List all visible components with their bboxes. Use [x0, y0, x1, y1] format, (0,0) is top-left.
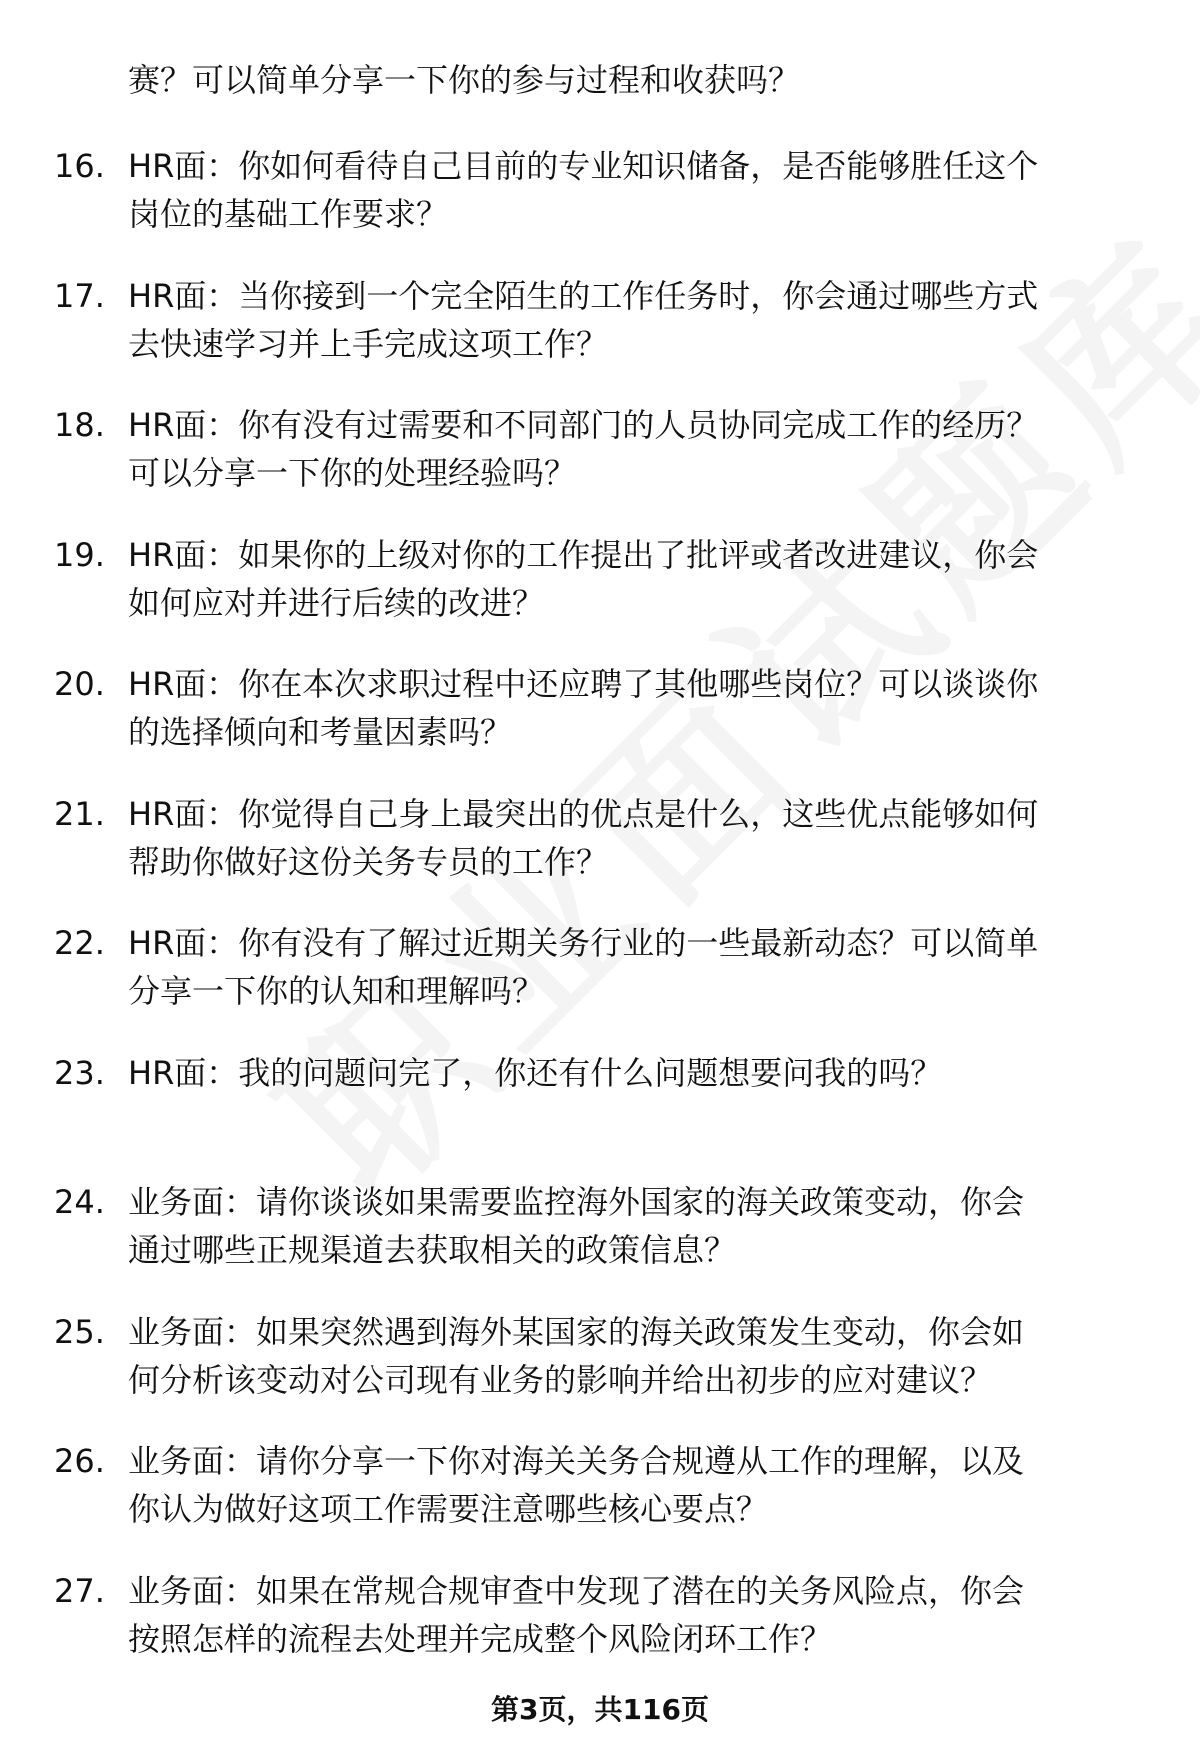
question-item — [0, 1049, 1200, 1179]
question-item — [0, 660, 1200, 790]
question-line: 业务面：请你谈谈如果需要监控海外国家的海关政策变动，你会 — [128, 1183, 1025, 1221]
question-number: 25. — [54, 1312, 105, 1351]
question-line: HR面：我的问题问完了，你还有什么问题想要问我的吗？ — [128, 1053, 943, 1092]
question-number: 19. — [54, 535, 105, 574]
question-text — [128, 1308, 1158, 1404]
question-item — [0, 272, 1200, 402]
question-number: 26. — [54, 1442, 105, 1480]
question-item — [0, 1308, 1200, 1438]
question-item — [0, 1567, 1200, 1697]
question-line: 何分析该变动对公司现有业务的影响并给出初步的应对建议？ — [128, 1360, 993, 1399]
question-line: HR面：如果你的上级对你的工作提出了批评或者改进建议，你会 — [128, 535, 1039, 574]
question-number: 27. — [54, 1571, 105, 1610]
question-line: 如何应对并进行后续的改进？ — [128, 583, 545, 622]
question-line: 按照怎样的流程去处理并完成整个风险闭环工作？ — [128, 1619, 833, 1658]
question-text — [128, 790, 1158, 886]
question-list — [0, 142, 1200, 1696]
question-line: 业务面：请你分享一下你对海关关务合规遵从工作的理解，以及 — [128, 1442, 1025, 1480]
question-item — [0, 1178, 1200, 1308]
continuation-line: 赛？可以简单分享一下你的参与过程和收获吗？ — [128, 61, 801, 99]
question-number: 21. — [54, 794, 105, 833]
question-text — [128, 1437, 1158, 1533]
question-item — [0, 401, 1200, 531]
question-text — [128, 272, 1158, 368]
question-line: 业务面：如果在常规合规审查中发现了潜在的关务风险点，你会 — [128, 1571, 1025, 1610]
question-text — [128, 1178, 1158, 1274]
question-number: 16. — [54, 147, 105, 185]
question-line: 业务面：如果突然遇到海外某国家的海关政策发生变动，你会如 — [128, 1312, 1025, 1351]
question-text — [128, 1049, 1158, 1097]
question-text — [128, 142, 1158, 238]
page-footer: 第3页，共116页 — [491, 1693, 709, 1726]
question-item — [0, 1437, 1200, 1567]
question-text — [128, 531, 1158, 627]
question-line: 可以分享一下你的处理经验吗？ — [128, 454, 577, 492]
question-line: HR面：你如何看待自己目前的专业知识储备，是否能够胜任这个 — [128, 147, 1039, 185]
question-line: 岗位的基础工作要求？ — [128, 195, 449, 233]
question-line: HR面：你有没有了解过近期关务行业的一些最新动态？可以简单 — [128, 924, 1039, 962]
question-line: 分享一下你的认知和理解吗？ — [128, 972, 545, 1010]
question-item — [0, 919, 1200, 1049]
question-text — [128, 919, 1158, 1015]
question-number: 18. — [54, 406, 105, 444]
question-text — [128, 660, 1158, 756]
question-line: 帮助你做好这份关务专员的工作？ — [128, 842, 609, 881]
question-line: HR面：你觉得自己身上最突出的优点是什么，这些优点能够如何 — [128, 794, 1039, 833]
question-line: HR面：当你接到一个完全陌生的工作任务时，你会通过哪些方式 — [128, 276, 1039, 315]
question-number: 20. — [54, 665, 105, 703]
question-number: 24. — [54, 1183, 105, 1221]
question-line: 通过哪些正规渠道去获取相关的政策信息？ — [128, 1231, 737, 1269]
question-item — [0, 142, 1200, 272]
question-line: 你认为做好这项工作需要注意哪些核心要点？ — [128, 1490, 769, 1528]
question-number: 23. — [54, 1053, 105, 1092]
question-line: HR面：你在本次求职过程中还应聘了其他哪些岗位？可以谈谈你 — [128, 665, 1039, 703]
question-text — [128, 401, 1158, 497]
question-number: 22. — [54, 924, 105, 962]
question-item — [0, 531, 1200, 661]
question-line: 的选择倾向和考量因素吗？ — [128, 713, 513, 751]
question-line: HR面：你有没有过需要和不同部门的人员协同完成工作的经历？ — [128, 406, 1039, 444]
question-text — [128, 1567, 1158, 1663]
question-line: 去快速学习并上手完成这项工作？ — [128, 324, 609, 363]
question-number: 17. — [54, 276, 105, 315]
question-item — [0, 790, 1200, 920]
